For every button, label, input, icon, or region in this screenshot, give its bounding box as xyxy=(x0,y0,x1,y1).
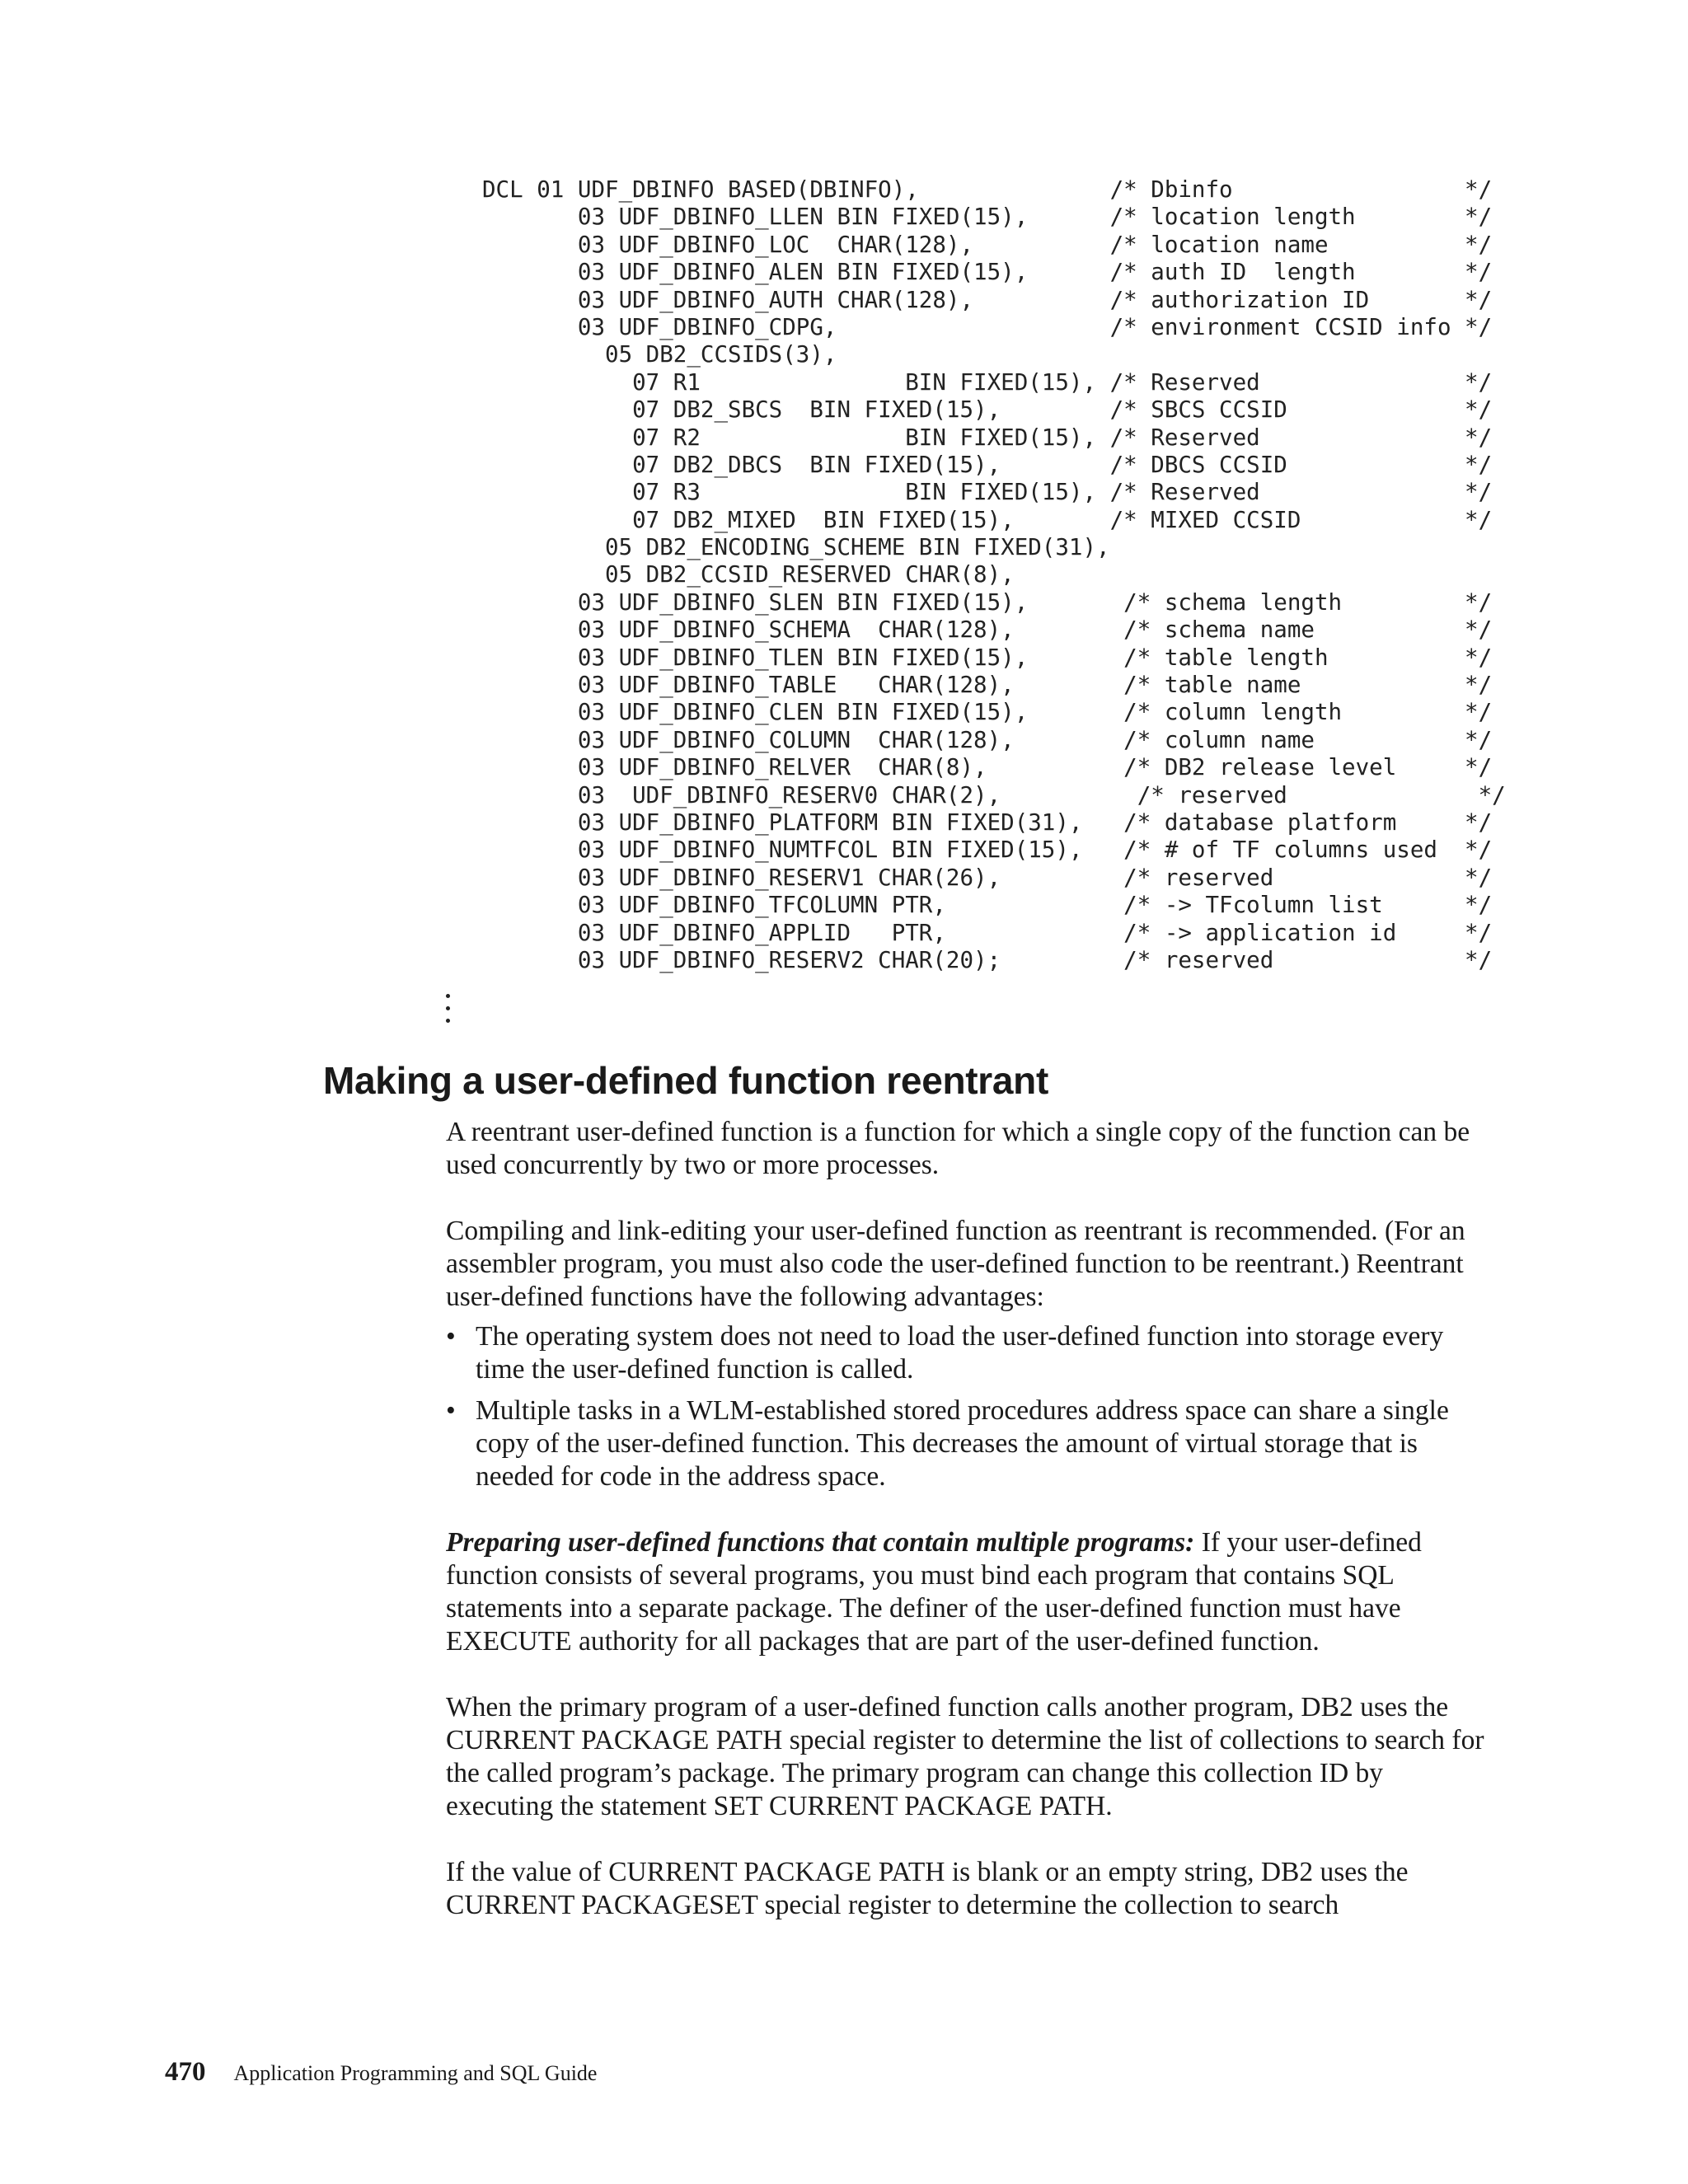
paragraph-reentrant-recommendation: Compiling and link-editing your user-defined function as reentrant is recommended. (For an assembler program, you must also code the user-defined function to be reentrant.) Reentrant user-defined functions have the following advantages: xyxy=(446,1216,1465,1312)
code-line: 03 UDF_DBINFO_RESERV1 CHAR(26), /* reserved */ xyxy=(482,864,1493,891)
code-line: 03 UDF_DBINFO_AUTH CHAR(128), /* authorization ID */ xyxy=(482,286,1493,313)
code-line: 07 DB2_SBCS BIN FIXED(15), /* SBCS CCSID */ xyxy=(482,396,1493,424)
paragraph-multiple-programs xyxy=(446,1526,1484,1658)
code-line: 03 UDF_DBINFO_PLATFORM BIN FIXED(31), /* database platform */ xyxy=(482,808,1493,836)
section-heading: Making a user-defined function reentrant xyxy=(323,1059,1048,1102)
paragraph-multiple-programs-text: If your user-defined function consists of several programs, you must bind each program that contains SQL statements into a separate package. The definer of the user-defined function must have EXECUTE authority for all packages that are part of the user-defined function. xyxy=(446,1527,1422,1657)
code-line: 03 UDF_DBINFO_SCHEMA CHAR(128), /* schema name */ xyxy=(482,616,1493,644)
code-line: 03 UDF_DBINFO_TFCOLUMN PTR, /* -> TFcolumn list */ xyxy=(482,892,1493,919)
paragraph-package-path: When the primary program of a user-defined function calls another program, DB2 uses the CURRENT PACKAGE PATH special register to determine the list of collections to search for the called program’s package. The primary program can change this collection ID by executing the statement SET CURRENT PACKAGE PATH. xyxy=(446,1692,1484,1821)
ellipsis-dot xyxy=(446,1006,450,1010)
book-title: Application Programming and SQL Guide xyxy=(233,2061,598,2085)
code-line: 07 R2 BIN FIXED(15), /* Reserved */ xyxy=(482,424,1493,451)
ellipsis-dot xyxy=(446,994,450,998)
list-item-text: The operating system does not need to load the user-defined function into storage every time the user-defined function is called. xyxy=(476,1321,1444,1385)
code-line: 03 UDF_DBINFO_APPLID PTR, /* -> application id */ xyxy=(482,919,1493,946)
bullet-icon: • xyxy=(446,1395,456,1426)
body-text xyxy=(446,1116,1484,1955)
code-line: 05 DB2_ENCODING_SCHEME BIN FIXED(31), xyxy=(482,534,1110,561)
list-item-text: Multiple tasks in a WLM-established stored procedures address space can share a single copy of the user-defined function. This decreases the amount of virtual storage that is needed for code in the address space. xyxy=(476,1395,1449,1492)
page-number: 470 xyxy=(165,2057,206,2087)
paragraph-lead-in: Preparing user-defined functions that contain multiple programs: xyxy=(446,1527,1195,1558)
code-line: 03 UDF_DBINFO_TLEN BIN FIXED(15), /* table length */ xyxy=(482,644,1493,671)
code-line: 03 UDF_DBINFO_TABLE CHAR(128), /* table name */ xyxy=(482,672,1493,699)
bullet-icon: • xyxy=(446,1321,456,1352)
code-line: 07 R1 BIN FIXED(15), /* Reserved */ xyxy=(482,368,1493,396)
code-line: 03 UDF_DBINFO_COLUMN CHAR(128), /* column name */ xyxy=(482,726,1493,753)
code-line: 03 UDF_DBINFO_RESERV2 CHAR(20); /* reserved */ xyxy=(482,946,1493,973)
code-line: 03 UDF_DBINFO_SLEN BIN FIXED(15), /* schema length */ xyxy=(482,588,1493,616)
list-item xyxy=(446,1320,1484,1386)
paragraph-reentrant-definition: A reentrant user-defined function is a function for which a single copy of the function can be used concurrently by two or more processes. xyxy=(446,1117,1470,1180)
vertical-ellipsis-icon xyxy=(442,994,458,1031)
advantages-list xyxy=(446,1320,1484,1493)
code-line: 07 DB2_DBCS BIN FIXED(15), /* DBCS CCSID */ xyxy=(482,451,1493,478)
code-line: 03 UDF_DBINFO_CDPG, /* environment CCSID info */ xyxy=(482,313,1493,340)
code-line: 03 UDF_DBINFO_ALEN BIN FIXED(15), /* auth ID length */ xyxy=(482,259,1493,286)
list-item xyxy=(446,1394,1484,1493)
code-line: 05 DB2_CCSIDS(3), xyxy=(482,341,837,368)
code-listing xyxy=(482,176,1506,974)
code-line: 07 R3 BIN FIXED(15), /* Reserved */ xyxy=(482,479,1493,506)
page-footer xyxy=(165,2057,597,2088)
code-line: 03 UDF_DBINFO_LLEN BIN FIXED(15), /* location length */ xyxy=(482,204,1493,231)
code-line: DCL 01 UDF_DBINFO BASED(DBINFO), /* Dbinfo */ xyxy=(482,176,1493,203)
ellipsis-dot xyxy=(446,1019,450,1023)
code-line: 03 UDF_DBINFO_RESERV0 CHAR(2), /* reserved */ xyxy=(482,781,1506,808)
code-line: 07 DB2_MIXED BIN FIXED(15), /* MIXED CCSID */ xyxy=(482,506,1493,533)
code-line: 03 UDF_DBINFO_LOC CHAR(128), /* location name */ xyxy=(482,231,1493,258)
code-line: 03 UDF_DBINFO_NUMTFCOL BIN FIXED(15), /* # of TF columns used */ xyxy=(482,837,1493,864)
paragraph-packageset: If the value of CURRENT PACKAGE PATH is blank or an empty string, DB2 uses the CURRENT PACKAGESET special register to determine the collection to search xyxy=(446,1857,1409,1920)
code-line: 03 UDF_DBINFO_RELVER CHAR(8), /* DB2 release level */ xyxy=(482,754,1493,781)
code-line: 05 DB2_CCSID_RESERVED CHAR(8), xyxy=(482,561,1015,588)
code-line: 03 UDF_DBINFO_CLEN BIN FIXED(15), /* column length */ xyxy=(482,699,1493,726)
